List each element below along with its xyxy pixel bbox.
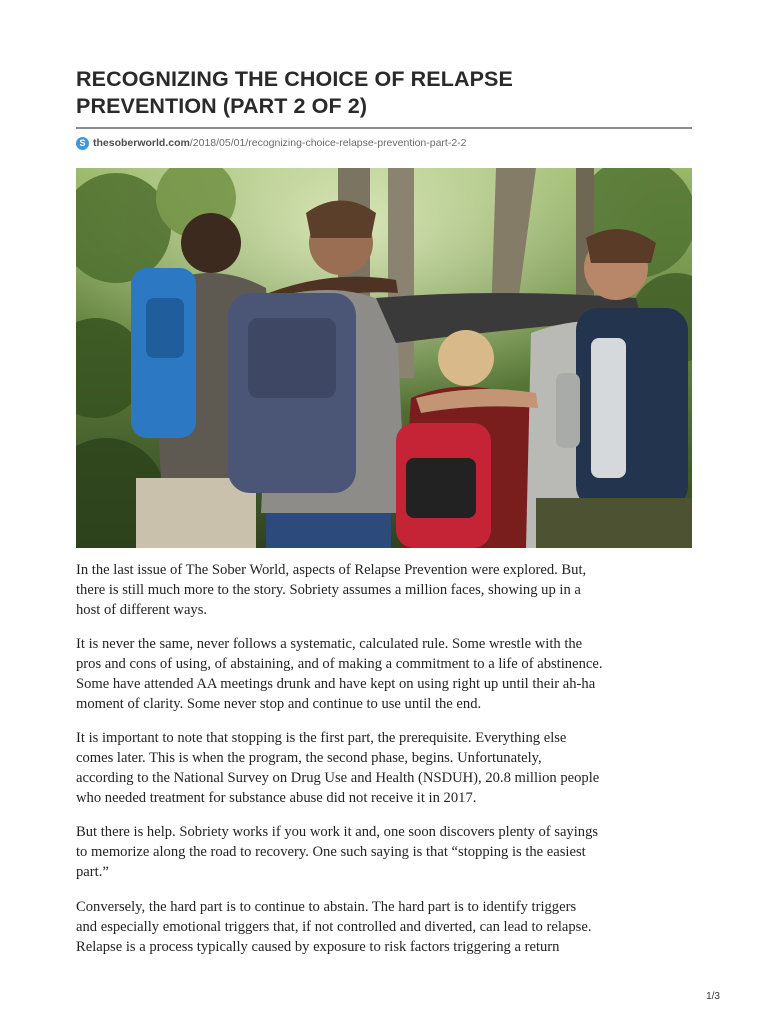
page-number: 1/3 (706, 991, 720, 1002)
text-line: comes later. This is when the program, the second phase, begins. Unfortunately, (76, 750, 542, 767)
text-line: But there is help. Sobriety works if you work it and, one soon discovers plenty of sayings (76, 824, 599, 841)
paragraph (76, 729, 696, 809)
text-line: It is important to note that stopping is the first part, the prerequisite. Everything else (76, 730, 567, 747)
text-line: to memorize along the road to recovery. One such saying is that “stopping is the easiest (76, 844, 586, 861)
article-title (76, 66, 692, 120)
hero-image (76, 168, 692, 548)
text-line: according to the National Survey on Drug Use and Health (NSDUH), 20.8 million people (76, 770, 600, 787)
article-page (76, 66, 692, 955)
text-line: Conversely, the hard part is to continue to abstain. The hard part is to identify triggers (76, 898, 577, 915)
title-line: RECOGNIZING THE CHOICE OF RELAPSE (76, 67, 513, 91)
hikers-photo (76, 168, 692, 548)
text-line: Relapse is a process typically caused by exposure to risk factors triggering a return (76, 938, 560, 955)
source-url[interactable] (76, 134, 692, 152)
text-line: part.” (76, 864, 109, 881)
text-line: It is never the same, never follows a systematic, calculated rule. Some wrestle with the (76, 636, 583, 653)
text-line: and especially emotional triggers that, if not controlled and diverted, can lead to relapse. (76, 918, 592, 935)
paragraph (76, 635, 696, 715)
text-line: host of different ways. (76, 601, 208, 618)
source-domain[interactable]: thesoberworld.com (93, 137, 190, 149)
article-body (76, 561, 696, 972)
text-line: there is still much more to the story. Sobriety assumes a million faces, showing up in a (76, 581, 581, 598)
source-path[interactable]: /2018/05/01/recognizing-choice-relapse-prevention-part-2-2 (189, 137, 467, 149)
text-line: moment of clarity. Some never stop and continue to use until the end. (76, 695, 482, 712)
title-line: PREVENTION (PART 2 OF 2) (76, 94, 368, 118)
s-circle-icon: S (76, 137, 89, 150)
text-line: pros and cons of using, of abstaining, and of making a commitment to a life of abstinence. (76, 656, 603, 673)
text-line: Some have attended AA meetings drunk and have kept on using right up until their ah-ha (76, 676, 596, 693)
text-line: who needed treatment for substance abuse did not receive it in 2017. (76, 790, 477, 807)
title-divider (76, 127, 692, 129)
paragraph (76, 561, 696, 621)
text-line: In the last issue of The Sober World, aspects of Relapse Prevention were explored. But, (76, 562, 587, 578)
paragraph (76, 898, 696, 958)
paragraph (76, 823, 696, 883)
